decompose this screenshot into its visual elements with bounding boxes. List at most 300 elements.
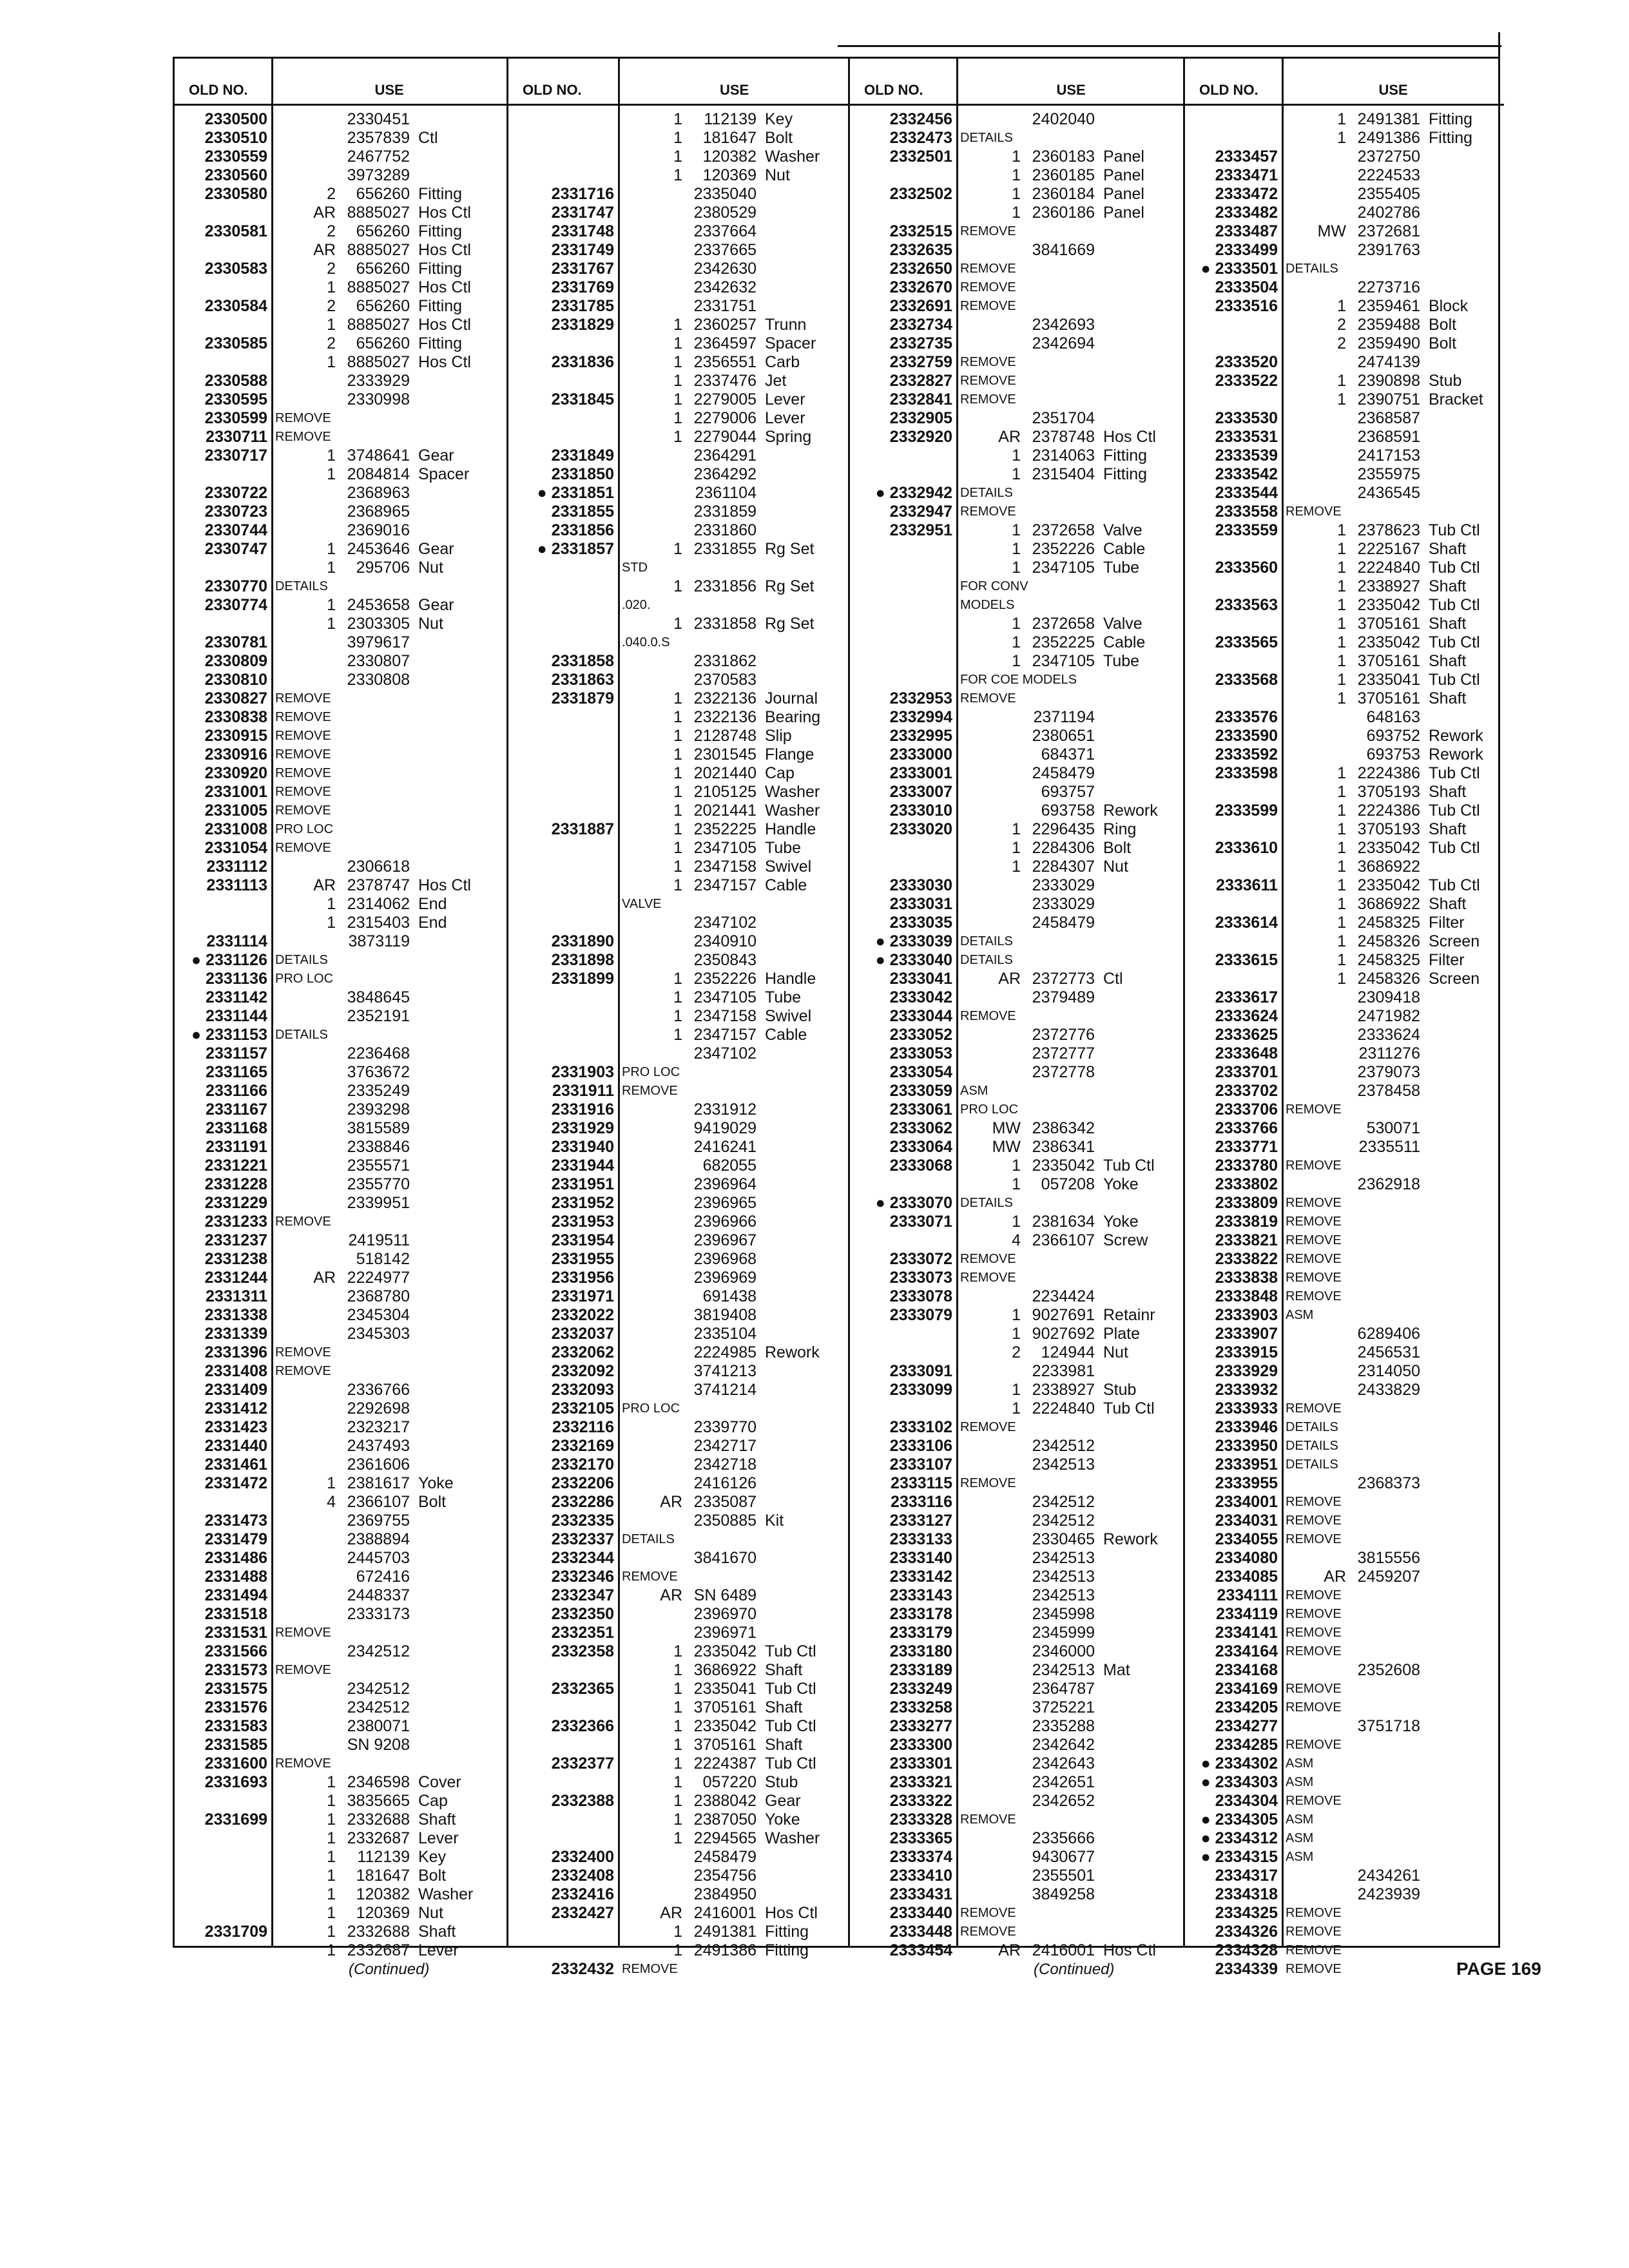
table-row [508, 521, 850, 540]
quantity: 1 [327, 1904, 336, 1922]
quantity: 1 [1012, 447, 1021, 465]
old-number: 2331409 [204, 1381, 267, 1399]
part-description: Gear [418, 447, 454, 465]
quantity: 1 [1337, 390, 1346, 408]
status-note: REMOVE [960, 224, 1016, 238]
old-number: 2331911 [552, 1082, 614, 1100]
part-description: Fitting [418, 334, 463, 352]
table-row [175, 1530, 506, 1549]
table-row [175, 241, 506, 260]
old-number: 2333558 [1215, 503, 1278, 521]
table-row [1185, 1269, 1504, 1287]
part-description: Screw [1103, 1231, 1148, 1249]
old-number: 2334304 [1215, 1792, 1278, 1810]
part-number: 295706 [356, 559, 410, 577]
quantity: 1 [1337, 932, 1346, 950]
table-row [850, 1082, 1185, 1100]
part-description: Tub Ctl [765, 1642, 816, 1660]
part-number: 693752 [1366, 727, 1420, 745]
status-note: REMOVE [275, 430, 331, 444]
table-row [1185, 988, 1504, 1007]
part-description: Swivel [765, 1007, 812, 1025]
quantity: 1 [327, 1829, 336, 1847]
quantity: 1 [673, 1680, 682, 1698]
quantity: 1 [673, 802, 682, 820]
part-description: Panel [1103, 185, 1144, 203]
part-number: 2331912 [693, 1100, 757, 1119]
table-row [1185, 1325, 1504, 1343]
table-row [508, 652, 850, 671]
table-row [508, 1100, 850, 1119]
quantity: 1 [673, 353, 682, 371]
table-row [850, 316, 1185, 334]
table-row [175, 1418, 506, 1437]
status-note: REMOVE [622, 1962, 678, 1976]
table-row [850, 1493, 1185, 1512]
old-number: 2333410 [889, 1867, 952, 1885]
table-row [850, 1194, 1185, 1213]
table-row [175, 1306, 506, 1325]
part-number: 2360184 [1032, 185, 1095, 203]
status-note: DETAILS [960, 131, 1013, 145]
part-number: 2379073 [1357, 1063, 1420, 1081]
status-note: REMOVE [275, 1663, 331, 1677]
part-number: 2342643 [1032, 1754, 1095, 1773]
status-note: REMOVE [960, 392, 1016, 407]
quantity: 1 [673, 1941, 682, 1959]
table-row [508, 1885, 850, 1904]
part-number: 2330808 [347, 671, 410, 689]
table-row [508, 297, 850, 316]
part-number: 2303305 [347, 615, 410, 633]
status-note: REMOVE [1286, 1607, 1342, 1621]
table-row [850, 1138, 1185, 1157]
part-number: 2342513 [1032, 1456, 1095, 1474]
old-number: 2331956 [551, 1269, 614, 1287]
part-description: Rework [1429, 745, 1483, 764]
quantity: 2 [1012, 1343, 1021, 1361]
table-row [1185, 1624, 1504, 1642]
table-row [1185, 895, 1504, 914]
part-description: Tube [1103, 559, 1140, 577]
part-description: Shaft [1429, 895, 1467, 913]
old-number: 2331440 [204, 1437, 267, 1455]
quantity: 1 [673, 764, 682, 782]
quantity: 1 [327, 596, 336, 614]
old-number: 2333471 [1215, 166, 1278, 184]
table-row [850, 1231, 1185, 1250]
part-number: 057208 [1041, 1175, 1095, 1193]
table-row [1185, 1138, 1504, 1157]
quantity: 1 [1012, 1325, 1021, 1343]
table-row [850, 1381, 1185, 1399]
part-number: 2342630 [693, 260, 757, 278]
status-note: REMOVE [275, 1626, 331, 1640]
part-number: 2292698 [347, 1399, 410, 1418]
quantity: 1 [1012, 1381, 1021, 1399]
status-note: FOR COE MODELS [960, 673, 1077, 687]
part-description: Handle [765, 970, 816, 988]
part-description: Kit [765, 1512, 784, 1530]
part-number: 2342512 [347, 1698, 410, 1716]
table-row [850, 1549, 1185, 1568]
part-number: 2360185 [1032, 166, 1095, 184]
part-description: Shaft [418, 1811, 456, 1829]
table-row [175, 1811, 506, 1829]
part-description: Yoke [418, 1474, 454, 1492]
part-number: 2331859 [693, 503, 757, 521]
table-row [850, 1642, 1185, 1661]
old-number: 2334318 [1215, 1885, 1278, 1903]
old-number: 2333374 [889, 1848, 952, 1866]
part-number: 2368587 [1357, 409, 1420, 427]
old-number: 2331955 [551, 1250, 614, 1268]
part-description: End [418, 895, 447, 913]
table-row [175, 1848, 506, 1867]
old-number: 2332691 [889, 297, 952, 315]
status-note: REMOVE [275, 1345, 331, 1360]
part-number: 2396969 [693, 1269, 757, 1287]
status-note: REMOVE [1286, 1962, 1342, 1976]
table-row [850, 559, 1185, 577]
quantity: 1 [673, 970, 682, 988]
old-number: 2333142 [889, 1568, 952, 1586]
part-number: 2224977 [347, 1269, 410, 1287]
table-row [508, 727, 850, 745]
part-number: 2419511 [348, 1231, 410, 1249]
old-number: 2334055 [1215, 1530, 1278, 1548]
part-description: Tub Ctl [1429, 559, 1480, 577]
quantity: 1 [673, 1923, 682, 1941]
quantity: 1 [673, 708, 682, 726]
old-number: 2333007 [889, 783, 952, 801]
part-number: 2306618 [347, 858, 410, 876]
status-note: REMOVE [275, 785, 331, 799]
part-description: Rg Set [765, 577, 815, 595]
table-row [850, 1007, 1185, 1026]
table-row [850, 409, 1185, 428]
status-note: REMOVE [1286, 1514, 1342, 1528]
part-description: Tub Ctl [765, 1754, 816, 1773]
old-number: 2333766 [1215, 1119, 1278, 1137]
part-number: 3873119 [348, 932, 410, 950]
table-row [508, 1736, 850, 1754]
table-row [175, 1885, 506, 1904]
quantity: 1 [1337, 540, 1346, 558]
table-row [850, 1063, 1185, 1082]
part-description: Fitting [1103, 447, 1148, 465]
old-number: 2333568 [1215, 671, 1278, 689]
old-number: 2333322 [889, 1792, 952, 1810]
old-number: 2333598 [1215, 764, 1278, 782]
part-description: Shaft [765, 1661, 803, 1679]
table-row [850, 1026, 1185, 1044]
part-description: Fitting [765, 1941, 809, 1959]
old-number: 2331898 [551, 951, 614, 969]
table-row [1185, 1456, 1504, 1474]
part-description: Gear [418, 596, 454, 614]
part-number: 656260 [356, 297, 410, 315]
table-row [175, 390, 506, 409]
table-row [1185, 932, 1504, 951]
part-number: 2355770 [347, 1175, 410, 1193]
old-number: ● 2332942 [875, 484, 952, 502]
status-note: FOR CONV [960, 579, 1028, 593]
status-note: REMOVE [275, 747, 331, 762]
part-description: Panel [1103, 204, 1144, 222]
table-row [850, 839, 1185, 858]
old-number: 2331856 [551, 521, 614, 539]
quantity: 1 [1337, 802, 1346, 820]
part-description: Hos Ctl [1103, 428, 1156, 446]
part-number: 2366107 [347, 1493, 410, 1511]
table-row [1185, 1568, 1504, 1586]
status-note: REMOVE [275, 710, 331, 724]
part-number: 2279005 [693, 390, 757, 408]
old-number: 2331747 [551, 204, 614, 222]
quantity: 1 [327, 1848, 336, 1866]
part-number: 2273716 [1357, 278, 1420, 296]
part-number: 2342512 [1032, 1512, 1095, 1530]
table-row [1185, 1493, 1504, 1512]
part-number: 3741213 [693, 1362, 757, 1380]
old-number: 2333522 [1215, 372, 1278, 390]
table-row [1185, 447, 1504, 465]
old-number: 2332502 [889, 185, 952, 203]
old-number: 2330838 [204, 708, 267, 726]
table-row [508, 1811, 850, 1829]
status-note: DETAILS [960, 934, 1013, 948]
table-row [1185, 521, 1504, 540]
table-row [850, 1287, 1185, 1306]
old-number: 2333915 [1215, 1343, 1278, 1361]
old-number: 2333179 [889, 1624, 952, 1642]
quantity: 1 [673, 372, 682, 390]
part-description: Rg Set [765, 615, 815, 633]
table-row [1185, 1007, 1504, 1026]
part-number: 2335042 [693, 1642, 757, 1660]
table-row [175, 783, 506, 802]
part-number: 2364597 [693, 334, 757, 352]
part-number: 2342632 [693, 278, 757, 296]
old-number: 2333064 [889, 1138, 952, 1156]
old-number: 2333328 [889, 1811, 952, 1829]
quantity: 1 [327, 278, 336, 296]
table-row [850, 1680, 1185, 1698]
old-number: 2331849 [551, 447, 614, 465]
table-row [508, 1044, 850, 1063]
quantity: 1 [1012, 166, 1021, 184]
quantity: 1 [1337, 521, 1346, 539]
table-row [175, 633, 506, 652]
part-description: Spacer [765, 334, 816, 352]
part-description: Washer [765, 1829, 820, 1847]
quantity: 2 [327, 334, 336, 352]
quantity: 1 [1012, 652, 1021, 670]
table-row [508, 1549, 850, 1568]
quantity: 1 [673, 1698, 682, 1716]
status-note: REMOVE [275, 803, 331, 818]
table-row [175, 1343, 506, 1362]
part-number: 2356551 [693, 353, 757, 371]
table-row [175, 166, 506, 185]
old-number: 2330583 [204, 260, 267, 278]
old-number: 2333576 [1215, 708, 1278, 726]
part-number: 3819408 [693, 1306, 757, 1324]
old-number: 2333099 [889, 1381, 952, 1399]
part-number: 112139 [704, 110, 757, 128]
part-description: Stub [1103, 1381, 1137, 1399]
quantity: 1 [673, 1736, 682, 1754]
part-number: 9027691 [1032, 1306, 1095, 1324]
old-number: 2333929 [1215, 1362, 1278, 1380]
table-row [850, 671, 1185, 689]
part-description: Bearing [765, 708, 821, 726]
table-row [508, 1661, 850, 1680]
table-row [508, 260, 850, 278]
old-number: 2333078 [889, 1287, 952, 1305]
old-number: 2330747 [204, 540, 267, 558]
quantity: MW [1317, 222, 1346, 240]
part-number: 2301545 [693, 745, 757, 764]
table-row [1185, 1829, 1504, 1848]
table-row [1185, 577, 1504, 596]
column-3 [848, 59, 1185, 1978]
table-row [1185, 1399, 1504, 1418]
part-description: Lever [765, 409, 805, 427]
table-row [1185, 1157, 1504, 1175]
part-number: 2362918 [1357, 1175, 1420, 1193]
table-row [175, 1754, 506, 1773]
part-description: Retainr [1103, 1306, 1155, 1324]
table-row [175, 428, 506, 447]
old-number: 2331600 [204, 1754, 267, 1773]
table-row [508, 839, 850, 858]
old-number: 2332759 [889, 353, 952, 371]
part-number: 2458326 [1357, 932, 1420, 950]
old-number: 2334168 [1215, 1661, 1278, 1679]
table-row [508, 409, 850, 428]
old-number: 2333516 [1215, 297, 1278, 315]
table-row [508, 596, 850, 615]
quantity: 1 [673, 727, 682, 745]
status-note: REMOVE [275, 729, 331, 743]
part-number: 2345999 [1032, 1624, 1095, 1642]
part-number: 2372776 [1032, 1026, 1095, 1044]
table-row [508, 1362, 850, 1381]
status-note: DETAILS [1286, 1420, 1338, 1434]
status-note: DETAILS [275, 1028, 328, 1042]
old-number: 2331836 [551, 353, 614, 371]
table-row [850, 1717, 1185, 1736]
quantity: AR [313, 1269, 336, 1287]
old-number: 2333440 [889, 1904, 952, 1922]
old-number: 2333520 [1215, 353, 1278, 371]
part-description: Bolt [1429, 316, 1457, 334]
status-note: PRO LOC [275, 822, 334, 836]
part-number: 2322136 [693, 708, 757, 726]
old-number: ● 2331857 [537, 540, 614, 558]
table-row [1185, 1792, 1504, 1811]
part-number: 2346598 [347, 1773, 410, 1791]
status-note: REMOVE [960, 1925, 1016, 1939]
old-number: 2333249 [889, 1680, 952, 1698]
table-row [175, 1175, 506, 1194]
table-row [508, 1306, 850, 1325]
old-number: 2331114 [206, 932, 267, 950]
part-number: 2331862 [693, 652, 757, 670]
part-number: 2378748 [1032, 428, 1095, 446]
part-number: 2224386 [1357, 764, 1420, 782]
old-number: 2331144 [206, 1007, 267, 1025]
part-number: 3835665 [347, 1792, 410, 1810]
quantity: 1 [673, 316, 682, 334]
part-description: Valve [1103, 521, 1142, 539]
part-number: 2355405 [1357, 185, 1420, 203]
part-description: Fitting [765, 1923, 809, 1941]
part-number: 2335040 [693, 185, 757, 203]
table-row [1185, 1287, 1504, 1306]
old-number: 2331001 [204, 783, 267, 801]
part-number: 2386341 [1032, 1138, 1095, 1156]
part-description: Nut [418, 1904, 443, 1922]
part-description: Spacer [418, 465, 470, 483]
old-number: 2331311 [206, 1287, 267, 1305]
part-number: 2309418 [1357, 988, 1420, 1006]
status-note: REMOVE [1286, 1233, 1342, 1247]
table-row [1185, 1437, 1504, 1456]
old-number: 2331167 [206, 1100, 267, 1119]
part-number: 2388042 [693, 1792, 757, 1810]
table-row [850, 110, 1185, 129]
table-row [508, 278, 850, 297]
old-number: 2332358 [551, 1642, 614, 1660]
table-row [508, 110, 850, 129]
part-description: Trunn [765, 316, 807, 334]
old-number: 2332827 [889, 372, 952, 390]
part-number: 3705193 [1357, 820, 1420, 838]
part-number: 2380071 [347, 1717, 410, 1735]
table-row [175, 1287, 506, 1306]
part-number: 3848645 [347, 988, 410, 1006]
part-number: 3849258 [1032, 1885, 1095, 1903]
old-number: ● 2331851 [537, 484, 614, 502]
status-note: DETAILS [622, 1532, 675, 1546]
quantity: 1 [673, 1773, 682, 1791]
part-number: 2474139 [1357, 353, 1420, 371]
part-number: 2335249 [347, 1082, 410, 1100]
part-description: Washer [418, 1885, 474, 1903]
part-number: 2387050 [693, 1811, 757, 1829]
old-number: 2333809 [1215, 1194, 1278, 1212]
table-row [850, 1923, 1185, 1941]
quantity: 1 [1337, 764, 1346, 782]
table-row [175, 1138, 506, 1157]
quantity: AR [660, 1586, 682, 1604]
old-number: 2331855 [551, 503, 614, 521]
part-description: Shaft [1429, 783, 1467, 801]
part-description: Rework [1103, 1530, 1158, 1548]
quantity: MW [992, 1138, 1021, 1156]
part-number: 2347105 [693, 988, 757, 1006]
table-row [850, 727, 1185, 745]
old-number: 2331879 [551, 689, 614, 707]
quantity: 1 [1337, 951, 1346, 969]
old-number: 2332735 [889, 334, 952, 352]
status-note: DETAILS [1286, 262, 1338, 276]
quantity: 1 [673, 1026, 682, 1044]
table-row [508, 1474, 850, 1493]
